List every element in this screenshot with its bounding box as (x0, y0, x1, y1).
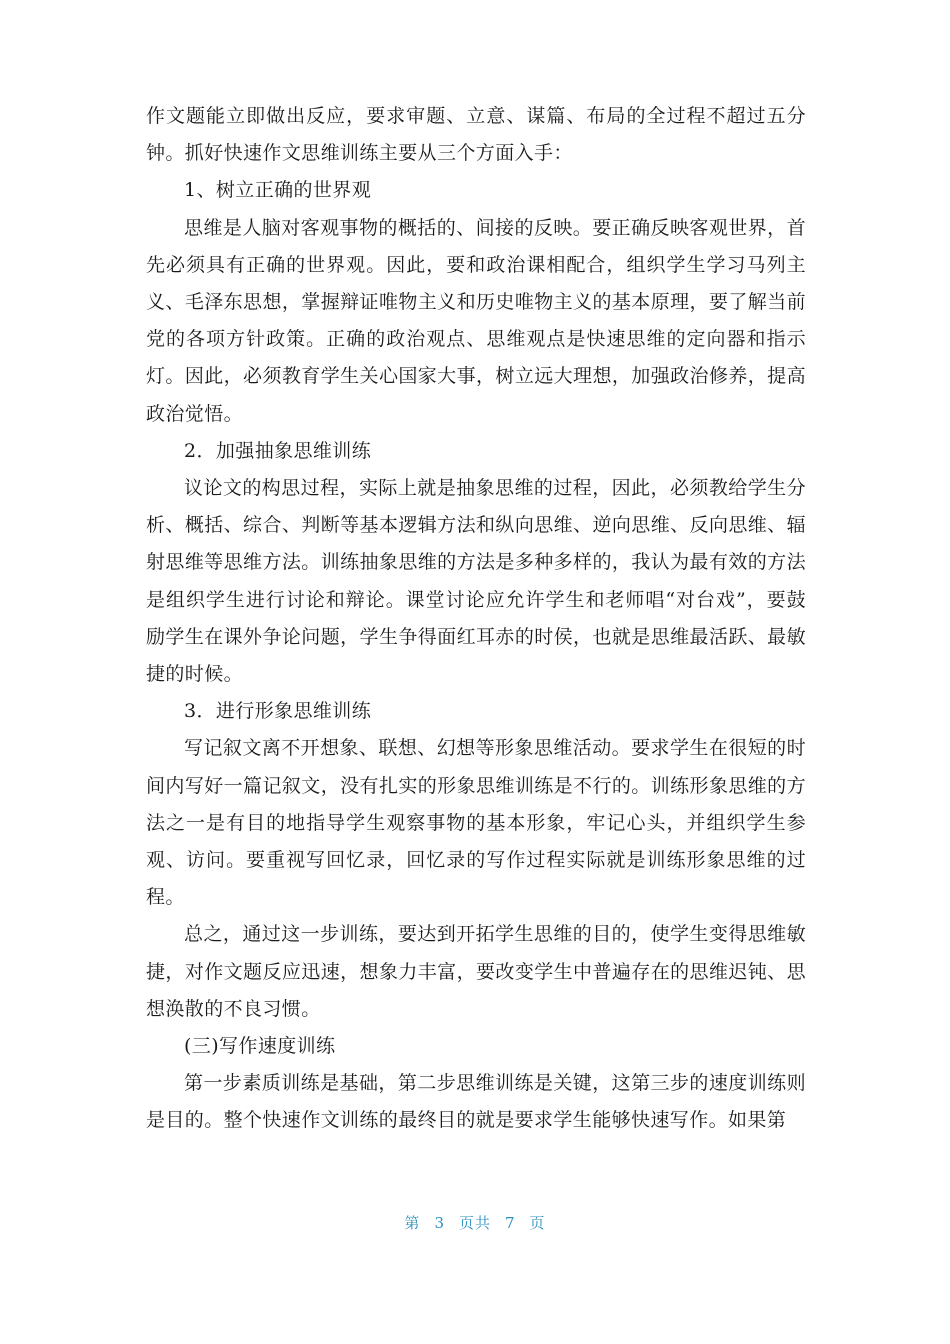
footer-total-pages: 7 (505, 1214, 516, 1232)
heading-image-thinking: 3．进行形象思维训练 (184, 700, 372, 723)
heading-worldview: 1、树立正确的世界观 (184, 179, 372, 202)
paragraph-worldview: 思维是人脑对客观事物的概括的、间接的反映。要正确反映客观世界，首先必须具有正确的世界观。因此，要和政治课相配合，组织学生学习马列主义、毛泽东思想，掌握辩证唯物主义和历史唯物主义的基本原理，要了解当前党的各项方针政策。正确的政治观点、思维观点是快速思维的定向器和指示灯。因此，必须教育学生关心国家大事，树立远大理想，加强政治修养，提高政治觉悟。 (146, 216, 806, 425)
footer-middle: 页共 (458, 1214, 491, 1232)
paragraph-writing-speed: 第一步素质训练是基础，第二步思维训练是关键，这第三步的速度训练则是目的。整个快速作文训练的最终目的就是要求学生能够快速写作。如果第 (146, 1072, 806, 1132)
page-footer (0, 1212, 950, 1233)
footer-current-page: 3 (434, 1214, 445, 1232)
paragraph-abstract-thinking: 议论文的构思过程，实际上就是抽象思维的过程，因此，必须教给学生分析、概括、综合、判断等基本逻辑方法和纵向思维、逆向思维、反向思维、辐射思维等思维方法。训练抽象思维的方法是多种多样的，我认为最有效的方法是组织学生进行讨论和辩论。课堂讨论应允许学生和老师唱“对台戏”，要鼓励学生在课外争论问题，学生争得面红耳赤的时侯，也就是思维最活跃、最敏捷的时候。 (146, 477, 806, 686)
heading-abstract-thinking: 2．加强抽象思维训练 (184, 439, 372, 462)
paragraph-image-thinking: 写记叙文离不开想象、联想、幻想等形象思维活动。要求学生在很短的时间内写好一篇记叙文，没有扎实的形象思维训练是不行的。训练形象思维的方法之一是有目的地指导学生观察事物的基本形象，牢记心头，并组织学生参观、访问。要重视写回忆录，回忆录的写作过程实际就是训练形象思维的过程。 (146, 737, 806, 909)
paragraph-continued: 作文题能立即做出反应，要求审题、立意、谋篇、布局的全过程不超过五分钟。抓好快速作文思维训练主要从三个方面入手： (146, 105, 806, 165)
document-body (146, 98, 806, 1140)
footer-prefix: 第 (404, 1214, 421, 1232)
footer-suffix: 页 (529, 1214, 546, 1232)
heading-writing-speed: (三)写作速度训练 (184, 1035, 336, 1058)
paragraph-summary: 总之，通过这一步训练，要达到开拓学生思维的目的，使学生变得思维敏捷，对作文题反应迅速，想象力丰富，要改变学生中普遍存在的思维迟钝、思想涣散的不良习惯。 (146, 923, 806, 1020)
